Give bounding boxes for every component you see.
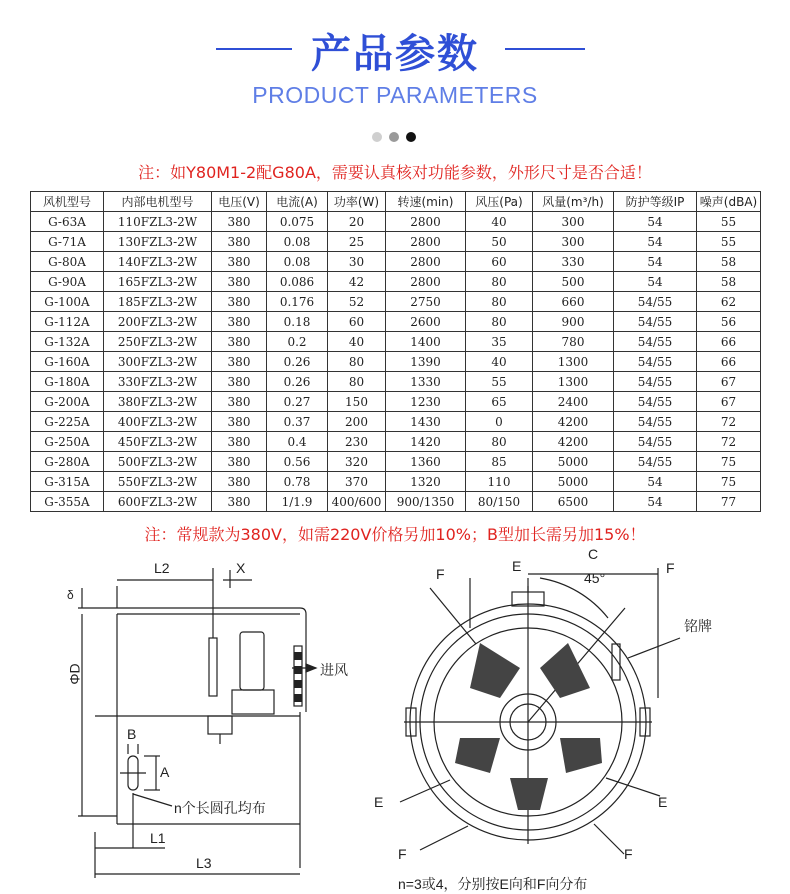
table-cell: 900: [533, 312, 614, 332]
table-cell: G-280A: [31, 452, 104, 472]
table-cell: 1/1.9: [267, 492, 328, 512]
table-cell: 66: [697, 332, 761, 352]
carousel-dot[interactable]: [389, 132, 399, 142]
label-delta: δ: [67, 588, 74, 602]
table-cell: 380: [212, 212, 267, 232]
table-cell: 380: [212, 292, 267, 312]
table-cell: 380: [212, 412, 267, 432]
table-cell: 66: [697, 352, 761, 372]
table-cell: 5000: [533, 452, 614, 472]
table-cell: 60: [466, 252, 533, 272]
table-cell: 600FZL3-2W: [104, 492, 212, 512]
table-cell: 58: [697, 252, 761, 272]
table-row: [31, 492, 761, 512]
table-cell: 35: [466, 332, 533, 352]
table-cell: 54: [614, 472, 697, 492]
table-cell: 185FZL3-2W: [104, 292, 212, 312]
table-cell: 54/55: [614, 352, 697, 372]
label-f-top-right: F: [666, 560, 675, 576]
table-cell: 2400: [533, 392, 614, 412]
table-cell: 54: [614, 492, 697, 512]
column-header: 防护等级IP: [614, 192, 697, 212]
column-header: 噪声(dBA): [697, 192, 761, 212]
table-cell: 2800: [386, 252, 466, 272]
diagram-drawing: [0, 548, 790, 894]
table-cell: 62: [697, 292, 761, 312]
table-cell: 1230: [386, 392, 466, 412]
table-cell: 80: [466, 312, 533, 332]
table-cell: G-250A: [31, 432, 104, 452]
table-cell: 0.08: [267, 232, 328, 252]
label-phi-d: ΦD: [66, 663, 83, 685]
table-cell: 380FZL3-2W: [104, 392, 212, 412]
label-x: X: [236, 560, 246, 576]
carousel-dots: [372, 132, 416, 142]
table-cell: 200FZL3-2W: [104, 312, 212, 332]
table-cell: 1430: [386, 412, 466, 432]
label-f-bottom-left: F: [398, 846, 407, 862]
table-cell: 400/600: [328, 492, 386, 512]
table-cell: 1300: [533, 352, 614, 372]
table-row: [31, 272, 761, 292]
table-cell: 370: [328, 472, 386, 492]
table-cell: 2800: [386, 232, 466, 252]
table-cell: 6500: [533, 492, 614, 512]
table-cell: 54/55: [614, 412, 697, 432]
table-cell: 72: [697, 432, 761, 452]
table-cell: 380: [212, 392, 267, 412]
table-cell: 80: [328, 372, 386, 392]
table-cell: 42: [328, 272, 386, 292]
column-header: 风量(m³/h): [533, 192, 614, 212]
label-angle: 45°: [584, 570, 606, 586]
page-subtitle: PRODUCT PARAMETERS: [252, 82, 538, 108]
parameter-table: [30, 191, 761, 512]
table-cell: 58: [697, 272, 761, 292]
table-cell: G-315A: [31, 472, 104, 492]
table-cell: 0.2: [267, 332, 328, 352]
label-holes: n个长圆孔均布: [174, 800, 266, 816]
label-e-right: E: [658, 794, 668, 810]
table-cell: 54/55: [614, 392, 697, 412]
table-cell: 0.27: [267, 392, 328, 412]
table-cell: G-180A: [31, 372, 104, 392]
table-cell: 380: [212, 472, 267, 492]
column-header: 电流(A): [267, 192, 328, 212]
table-cell: 0.26: [267, 372, 328, 392]
column-header: 内部电机型号: [104, 192, 212, 212]
table-cell: 54: [614, 252, 697, 272]
table-cell: 54/55: [614, 432, 697, 452]
table-row: [31, 372, 761, 392]
table-cell: 50: [466, 232, 533, 252]
table-cell: 0.075: [267, 212, 328, 232]
table-cell: G-200A: [31, 392, 104, 412]
table-cell: G-80A: [31, 252, 104, 272]
table-cell: 80: [466, 272, 533, 292]
table-cell: 380: [212, 372, 267, 392]
table-cell: 380: [212, 452, 267, 472]
table-cell: 0.56: [267, 452, 328, 472]
page-title: 产品参数: [311, 31, 479, 77]
table-cell: 60: [328, 312, 386, 332]
table-cell: 2800: [386, 212, 466, 232]
table-cell: 380: [212, 312, 267, 332]
table-cell: 900/1350: [386, 492, 466, 512]
table-row: [31, 392, 761, 412]
table-cell: 55: [466, 372, 533, 392]
table-cell: 380: [212, 252, 267, 272]
table-cell: 55: [697, 232, 761, 252]
label-c: C: [588, 546, 599, 562]
table-cell: 1320: [386, 472, 466, 492]
table-cell: 380: [212, 352, 267, 372]
table-cell: 20: [328, 212, 386, 232]
column-header: 风压(Pa): [466, 192, 533, 212]
table-cell: 67: [697, 392, 761, 412]
table-cell: 54/55: [614, 332, 697, 352]
table-cell: 140FZL3-2W: [104, 252, 212, 272]
label-l3: L3: [196, 855, 212, 871]
table-cell: 80/150: [466, 492, 533, 512]
table-cell: 300: [533, 212, 614, 232]
table-cell: 2800: [386, 272, 466, 292]
table-cell: 40: [328, 332, 386, 352]
table-cell: 165FZL3-2W: [104, 272, 212, 292]
table-cell: 4200: [533, 432, 614, 452]
table-row: [31, 332, 761, 352]
table-cell: 80: [466, 292, 533, 312]
table-cell: 380: [212, 492, 267, 512]
title-row: [0, 18, 790, 78]
table-cell: 1300: [533, 372, 614, 392]
table-cell: 380: [212, 232, 267, 252]
table-row: [31, 432, 761, 452]
table-cell: 380: [212, 432, 267, 452]
dimension-diagrams: [0, 548, 790, 894]
table-cell: 1330: [386, 372, 466, 392]
table-row: [31, 292, 761, 312]
label-nameplate: 铭牌: [684, 618, 712, 634]
table-cell: 0.26: [267, 352, 328, 372]
table-row: [31, 212, 761, 232]
table-cell: G-132A: [31, 332, 104, 352]
carousel-dot[interactable]: [406, 132, 416, 142]
table-row: [31, 252, 761, 272]
label-b: B: [127, 726, 137, 742]
table-cell: 1390: [386, 352, 466, 372]
table-cell: 54/55: [614, 452, 697, 472]
table-cell: 660: [533, 292, 614, 312]
table-cell: G-100A: [31, 292, 104, 312]
table-cell: 54: [614, 232, 697, 252]
table-cell: G-63A: [31, 212, 104, 232]
table-cell: 54/55: [614, 372, 697, 392]
table-cell: 380: [212, 332, 267, 352]
table-row: [31, 352, 761, 372]
table-cell: 25: [328, 232, 386, 252]
table-cell: 1360: [386, 452, 466, 472]
table-cell: 2750: [386, 292, 466, 312]
table-cell: G-225A: [31, 412, 104, 432]
table-cell: G-112A: [31, 312, 104, 332]
table-cell: 0: [466, 412, 533, 432]
table-cell: 56: [697, 312, 761, 332]
label-f-top-left: F: [436, 566, 445, 582]
table-cell: 54: [614, 212, 697, 232]
table-cell: 75: [697, 472, 761, 492]
table-cell: 450FZL3-2W: [104, 432, 212, 452]
carousel-dot[interactable]: [372, 132, 382, 142]
table-cell: 110: [466, 472, 533, 492]
table-cell: 330FZL3-2W: [104, 372, 212, 392]
table-cell: G-160A: [31, 352, 104, 372]
front-view-caption: n=3或4，分别按E向和F向分布: [398, 876, 588, 892]
table-cell: 0.176: [267, 292, 328, 312]
table-cell: 110FZL3-2W: [104, 212, 212, 232]
table-cell: 330: [533, 252, 614, 272]
table-cell: 0.78: [267, 472, 328, 492]
table-cell: 55: [697, 212, 761, 232]
note-top: 注：如Y80M1-2配G80A，需要认真核对功能参数，外形尺寸是否合适！: [138, 163, 652, 182]
table-row: [31, 452, 761, 472]
table-cell: 320: [328, 452, 386, 472]
table-cell: 4200: [533, 412, 614, 432]
table-cell: G-90A: [31, 272, 104, 292]
label-l2: L2: [154, 560, 170, 576]
table-cell: G-71A: [31, 232, 104, 252]
table-cell: 0.37: [267, 412, 328, 432]
table-cell: G-355A: [31, 492, 104, 512]
column-header: 转速(min): [386, 192, 466, 212]
table-cell: 300: [533, 232, 614, 252]
table-cell: 300FZL3-2W: [104, 352, 212, 372]
table-cell: 780: [533, 332, 614, 352]
table-row: [31, 412, 761, 432]
label-l1: L1: [150, 830, 166, 846]
table-cell: 75: [697, 452, 761, 472]
table-cell: 500FZL3-2W: [104, 452, 212, 472]
table-cell: 1420: [386, 432, 466, 452]
table-cell: 80: [466, 432, 533, 452]
title-rule-right: [505, 48, 585, 50]
label-f-bottom-right: F: [624, 846, 633, 862]
table-cell: 54: [614, 272, 697, 292]
table-cell: 54/55: [614, 292, 697, 312]
table-cell: 0.4: [267, 432, 328, 452]
table-cell: 54/55: [614, 312, 697, 332]
label-e-top: E: [512, 558, 522, 574]
table-cell: 0.086: [267, 272, 328, 292]
table-cell: 1400: [386, 332, 466, 352]
table-cell: 30: [328, 252, 386, 272]
label-e-left: E: [374, 794, 384, 810]
table-cell: 72: [697, 412, 761, 432]
table-cell: 52: [328, 292, 386, 312]
table-header-row: [31, 192, 761, 212]
table-cell: 250FZL3-2W: [104, 332, 212, 352]
table-cell: 5000: [533, 472, 614, 492]
table-cell: 40: [466, 352, 533, 372]
label-inlet: 进风: [320, 662, 348, 678]
table-cell: 380: [212, 272, 267, 292]
table-cell: 2600: [386, 312, 466, 332]
table-cell: 400FZL3-2W: [104, 412, 212, 432]
column-header: 风机型号: [31, 192, 104, 212]
table-cell: 67: [697, 372, 761, 392]
table-cell: 0.18: [267, 312, 328, 332]
table-cell: 500: [533, 272, 614, 292]
table-row: [31, 232, 761, 252]
label-a: A: [160, 764, 170, 780]
table-cell: 130FZL3-2W: [104, 232, 212, 252]
table-cell: 200: [328, 412, 386, 432]
table-cell: 77: [697, 492, 761, 512]
table-cell: 0.08: [267, 252, 328, 272]
column-header: 电压(V): [212, 192, 267, 212]
table-cell: 230: [328, 432, 386, 452]
table-cell: 550FZL3-2W: [104, 472, 212, 492]
table-cell: 80: [328, 352, 386, 372]
note-bottom: 注：常规款为380V，如需220V价格另加10%；B型加长需另加15%！: [144, 525, 646, 544]
column-header: 功率(W): [328, 192, 386, 212]
table-cell: 85: [466, 452, 533, 472]
table-row: [31, 472, 761, 492]
table-cell: 150: [328, 392, 386, 412]
table-cell: 65: [466, 392, 533, 412]
table-row: [31, 312, 761, 332]
table-cell: 40: [466, 212, 533, 232]
